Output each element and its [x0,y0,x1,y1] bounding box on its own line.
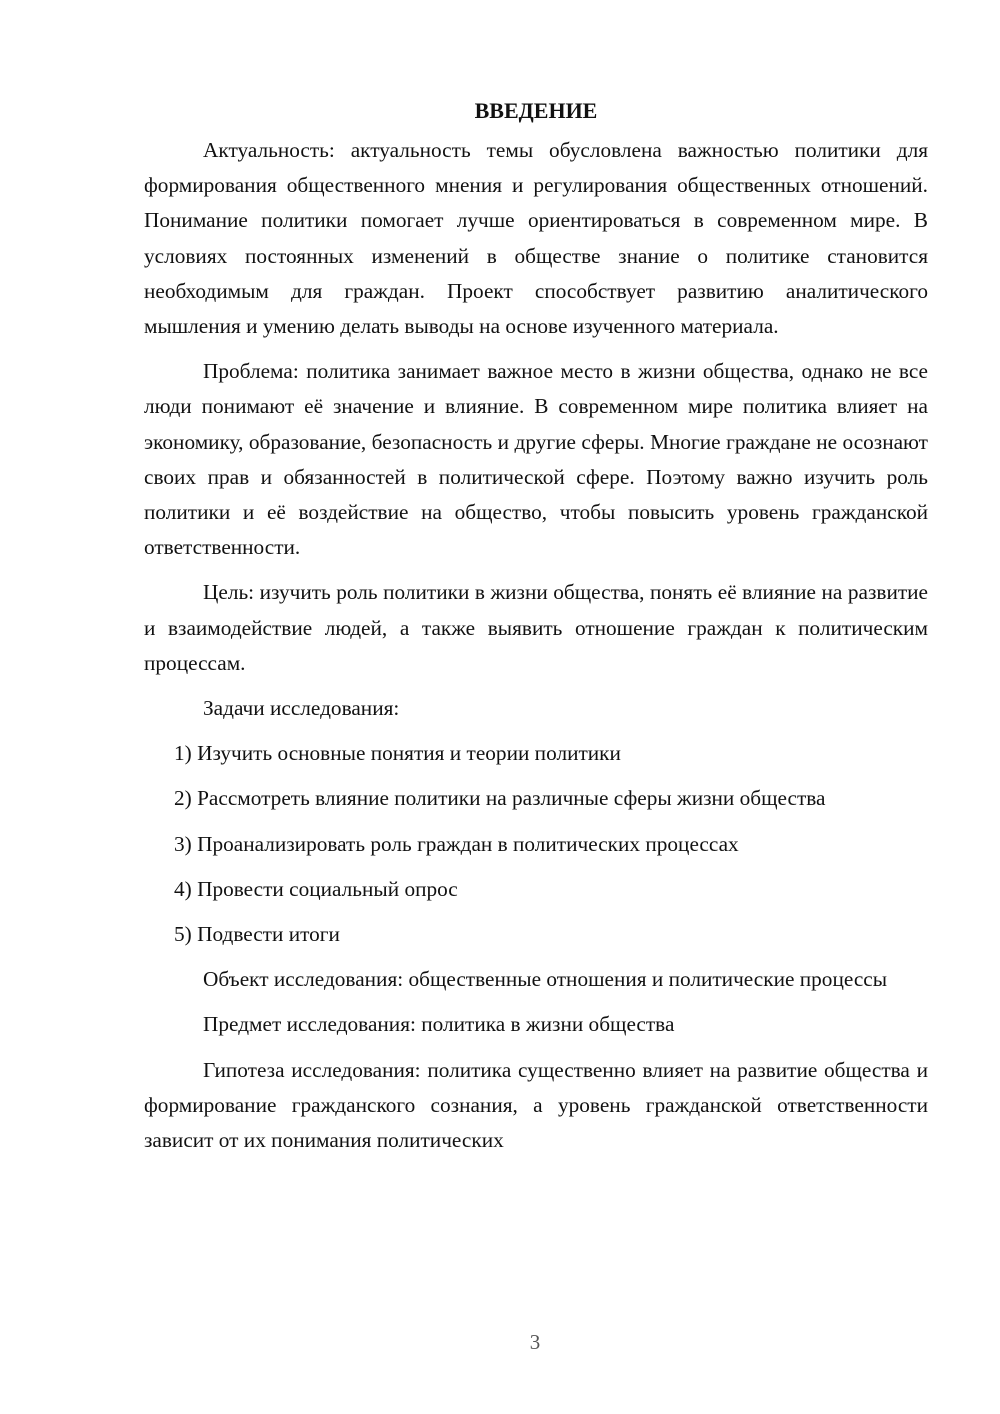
object-paragraph: Объект исследования: общественные отношения и политические процессы [203,967,888,992]
hypothesis-paragraph: Гипотеза исследования: политика существенно влияет на развитие общества и формирование гражданского сознания, а уровень гражданской ответственности зависит от их понимания политических [144,1057,928,1153]
task-item: 5) Подвести итоги [174,922,340,947]
subject-paragraph: Предмет исследования: политика в жизни общества [203,1012,675,1037]
tasks-heading: Задачи исследования: [203,696,400,721]
document-page [144,96,928,1168]
problem-paragraph: Проблема: политика занимает важное место в жизни общества, однако не все люди понимают её значение и влияние. В современном мире политика влияет на экономику, образование, безопасность и другие сферы. Многие граждане не осознают своих прав и обязанностей в политической сфере. Поэтому важно изучить роль политики и её воздействие на общество, чтобы повысить уровень гражданской ответственности. [144,359,928,560]
relevance-paragraph: Актуальность: актуальность темы обусловлена важностью политики для формирования общественного мнения и регулирования общественных отношений. Понимание политики помогает лучше ориентироваться в современном мире. В условиях постоянных изменений в обществе знание о политике становится необходимым для граждан. Проект способствует развитию аналитического мышления и умению делать выводы на основе изученного материала. [144,138,928,339]
page-number: 3 [529,1330,541,1354]
task-item: 4) Провести социальный опрос [174,876,458,901]
section-title: ВВЕДЕНИЕ [474,98,598,123]
goal-paragraph: Цель: изучить роль политики в жизни общества, понять её влияние на развитие и взаимодействие людей, а также выявить отношение граждан к политическим процессам. [144,580,928,675]
task-item: 1) Изучить основные понятия и теории политики [174,741,621,766]
task-item: 2) Рассмотреть влияние политики на различные сферы жизни общества [174,786,826,811]
task-item: 3) Проанализировать роль граждан в политических процессах [174,831,739,856]
